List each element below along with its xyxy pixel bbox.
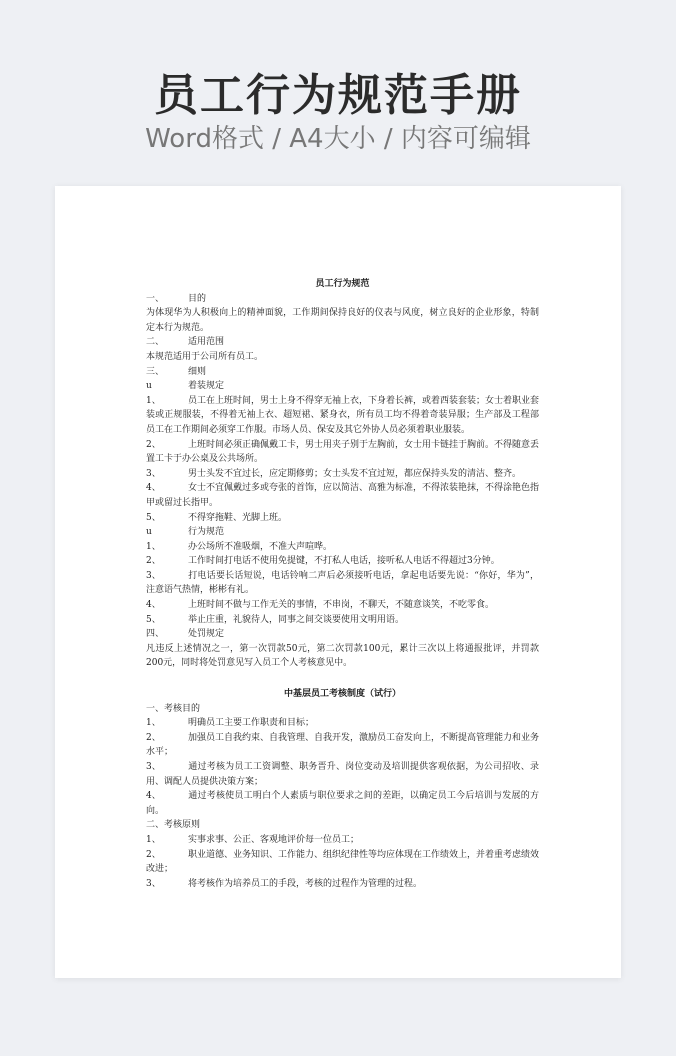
paragraph-number: 1、 bbox=[146, 541, 161, 552]
paragraph-number: 3、 bbox=[146, 762, 161, 772]
paragraph-number: 1、 bbox=[146, 718, 161, 729]
doc1-paragraph bbox=[146, 365, 539, 380]
document-body bbox=[146, 277, 539, 891]
banner-subtitle: Word格式 / A4大小 / 内容可编辑 bbox=[145, 124, 531, 154]
doc1-paragraph bbox=[146, 569, 539, 598]
doc1-paragraph bbox=[146, 613, 539, 628]
paragraph-text: 适用范围 bbox=[188, 337, 225, 348]
doc2-paragraph bbox=[146, 702, 539, 717]
paragraph-text: 凡违反上述情况之一，第一次罚款50元，第二次罚款100元，累计三次以上将通报批评，并罚款200元，同时将处罚意见写入员工个人考核意见中。 bbox=[146, 643, 539, 669]
paragraph-text: 处罚规定 bbox=[188, 629, 225, 640]
doc1-paragraph bbox=[146, 511, 539, 526]
paragraph-number: u bbox=[146, 381, 152, 392]
paragraph-text: 着装规定 bbox=[188, 381, 225, 392]
paragraph-number: 5、 bbox=[146, 512, 161, 523]
paragraph-text: 不得穿拖鞋、光脚上班。 bbox=[188, 512, 288, 523]
doc1-content bbox=[146, 292, 539, 671]
paragraph-text: 目的 bbox=[188, 293, 207, 304]
paragraph-number: 1、 bbox=[146, 395, 161, 406]
doc1-title: 员工行为规范 bbox=[315, 279, 370, 289]
doc2-content bbox=[146, 702, 539, 892]
paragraph-text: 明确员工主要工作职责和目标； bbox=[188, 718, 315, 729]
paragraph-number: 2、 bbox=[146, 556, 161, 567]
doc2-paragraph bbox=[146, 818, 539, 833]
paragraph-text: 男士头发不宜过长，应定期修剪；女士头发不宜过短，都应保持头发的清洁、整齐。 bbox=[188, 468, 522, 479]
doc1-paragraph bbox=[146, 306, 539, 335]
banner-title: 员工行为规范手册 bbox=[154, 70, 522, 121]
paragraph-number: 四、 bbox=[146, 629, 165, 640]
doc2-paragraph bbox=[146, 848, 539, 877]
paragraph-text: 实事求事、公正、客观地评价每一位员工； bbox=[188, 834, 360, 845]
doc1-paragraph bbox=[146, 467, 539, 482]
paragraph-text: 通过考核使员工明白个人素质与职位要求之间的差距，以确定员工今后培训与发展的方向。 bbox=[146, 791, 539, 816]
doc2-paragraph bbox=[146, 731, 539, 760]
paragraph-text: 加强员工自我约束、自我管理、自我开发，激励员工奋发向上，不断提高管理能力和业务水平； bbox=[146, 732, 540, 758]
paragraph-number: 三、 bbox=[146, 366, 165, 377]
paragraph-number: 5、 bbox=[146, 614, 161, 625]
doc2-paragraph bbox=[146, 716, 539, 731]
doc2-paragraph bbox=[146, 760, 539, 789]
doc1-paragraph bbox=[146, 292, 539, 307]
doc1-paragraph bbox=[146, 554, 539, 569]
paragraph-text: 职业道德、业务知识、工作能力、组织纪律性等均应体现在工作绩效上，并着重考虑绩效改进； bbox=[146, 849, 540, 875]
paragraph-number: 2、 bbox=[146, 732, 161, 743]
doc2-title: 中基层员工考核制度（试行） bbox=[283, 689, 401, 700]
doc1-paragraph bbox=[146, 642, 539, 671]
paragraph-number: 3、 bbox=[146, 570, 161, 581]
paragraph-number: 2、 bbox=[146, 849, 161, 860]
paragraph-text: 举止庄重，礼貌待人，同事之间交谈要使用文明用语。 bbox=[188, 614, 405, 625]
paragraph-text: 将考核作为培养员工的手段，考核的过程作为管理的过程。 bbox=[188, 878, 423, 889]
paragraph-text: 上班时间必须正确佩戴工卡，男士用夹子别于左胸前，女士用卡链挂于胸前。不得随意丢置工卡于办公桌及公共场所。 bbox=[146, 439, 540, 465]
paragraph-number: 1、 bbox=[146, 834, 161, 845]
doc1-paragraph bbox=[146, 481, 539, 510]
paragraph-number: u bbox=[146, 527, 152, 538]
paragraph-number: 3、 bbox=[146, 468, 161, 479]
paragraph-number: 2、 bbox=[146, 439, 161, 450]
doc1-paragraph bbox=[146, 350, 539, 365]
paragraph-text: 上班时间不做与工作无关的事情，不串岗，不聊天，不随意谈笑，不吃零食。 bbox=[188, 600, 495, 611]
document-page bbox=[55, 186, 621, 978]
doc1-paragraph bbox=[146, 540, 539, 555]
paragraph-text: 工作时间打电话不使用免提键，不打私人电话，接听私人电话不得超过3分钟。 bbox=[188, 556, 500, 567]
paragraph-number: 4、 bbox=[146, 600, 161, 611]
paragraph-text: 行为规范 bbox=[188, 527, 225, 538]
doc2-paragraph bbox=[146, 789, 539, 818]
doc1-paragraph bbox=[146, 438, 539, 467]
doc2-paragraph bbox=[146, 877, 539, 892]
paragraph-text: 员工在上班时间，男士上身不得穿无袖上衣，下身着长裤，或着西装套装；女士着职业套装或正规服装，不得着无袖上衣、超短裙、紧身衣，所有员工均不得着奇装异服；生产部及工程部员工在工作期间必须穿工作服。市场人员、保安及其它外协人员必须着职业服装。 bbox=[146, 395, 540, 435]
doc1-paragraph bbox=[146, 627, 539, 642]
paragraph-text: 打电话要长话短说，电话铃响二声后必须接听电话，拿起电话要先说：“你好，华为”，注意语气热情，彬彬有礼。 bbox=[146, 570, 539, 596]
doc1-paragraph bbox=[146, 379, 539, 394]
paragraph-text: 本规范适用于公司所有员工。 bbox=[146, 351, 264, 362]
doc1-paragraph bbox=[146, 394, 539, 438]
paragraph-text: 办公场所不准吸烟，不准大声喧哗。 bbox=[188, 541, 333, 552]
paragraph-text: 一、考核目的 bbox=[146, 703, 201, 714]
doc1-paragraph bbox=[146, 335, 539, 350]
paragraph-number: 4、 bbox=[146, 483, 161, 494]
paragraph-number: 二、 bbox=[146, 337, 165, 348]
paragraph-text: 为体现华为人积极向上的精神面貌，工作期间保持良好的仪表与风度，树立良好的企业形象，特制定本行为规范。 bbox=[146, 308, 539, 333]
paragraph-number: 一、 bbox=[146, 293, 165, 304]
paragraph-text: 二、考核原则 bbox=[146, 820, 201, 831]
paragraph-text: 女士不宜佩戴过多或夸张的首饰，应以简洁、高雅为标准，不得浓装艳抹，不得涂艳色指甲或留过长指甲。 bbox=[146, 483, 540, 508]
doc2-paragraph bbox=[146, 833, 539, 848]
doc1-paragraph bbox=[146, 525, 539, 540]
paragraph-number: 4、 bbox=[146, 791, 161, 802]
paragraph-text: 细则 bbox=[188, 366, 207, 377]
paragraph-text: 通过考核为员工工资调整、职务晋升、岗位变动及培训提供客观依据，为公司招收、录用、调配人员提供决策方案； bbox=[146, 762, 539, 787]
paragraph-number: 3、 bbox=[146, 878, 161, 889]
doc1-paragraph bbox=[146, 598, 539, 613]
